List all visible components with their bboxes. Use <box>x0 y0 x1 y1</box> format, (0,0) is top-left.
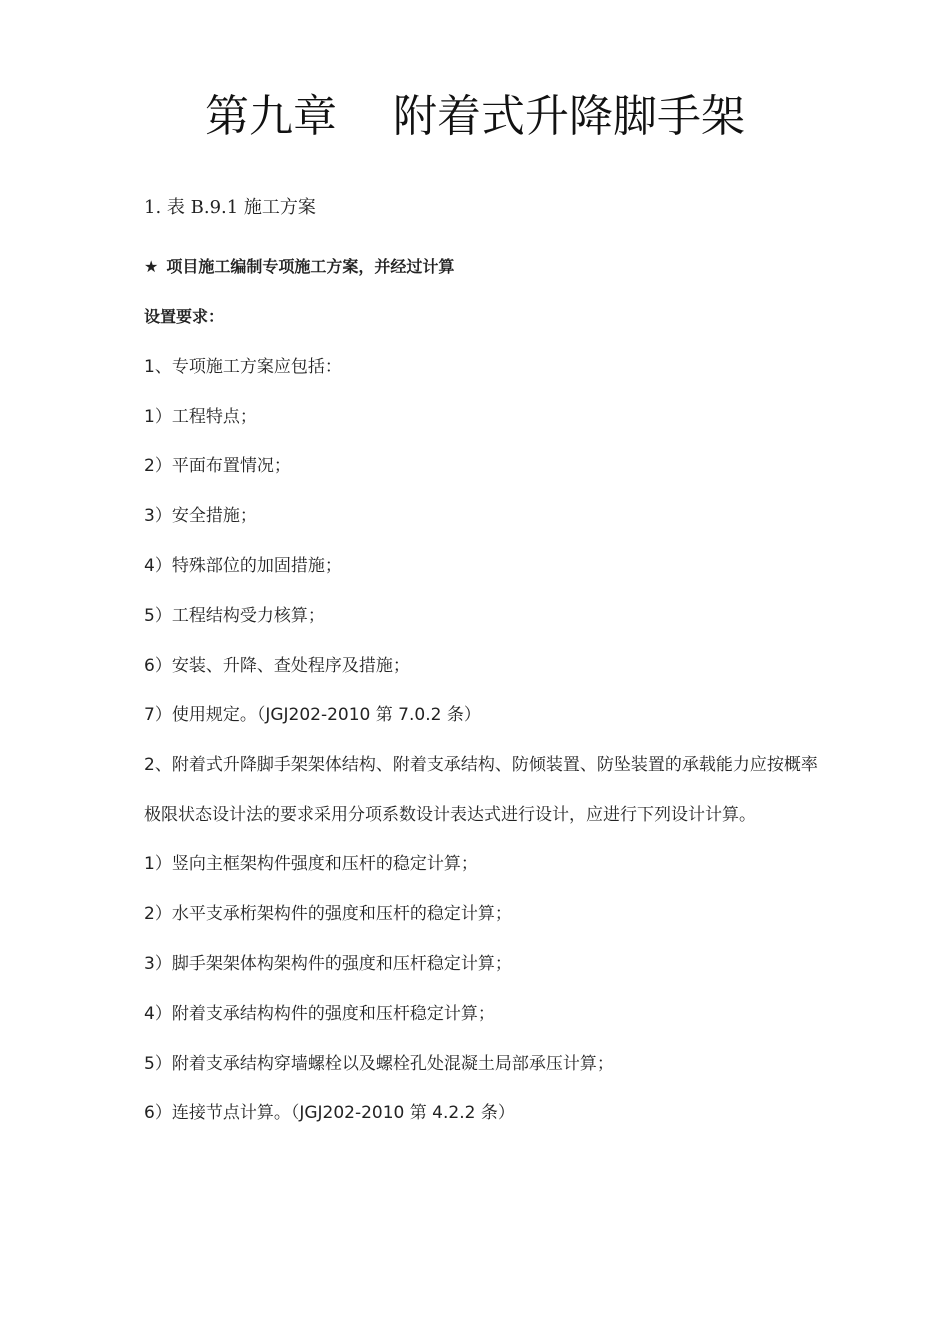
list-item: 1）工程特点； <box>144 407 257 427</box>
setting-requirements-heading: 设置要求： <box>144 307 225 326</box>
key-item-text: 项目施工编制专项施工方案，并经过计算 <box>166 257 455 276</box>
list-item: 2、附着式升降脚手架架体结构、附着支承结构、防倾装置、防坠装置的承载能力应按概率 <box>144 755 818 775</box>
list-item: 2）水平支承桁架构件的强度和压杆的稳定计算； <box>144 904 512 924</box>
star-icon: ★ <box>144 257 159 276</box>
list-item: 1）竖向主框架构件强度和压杆的稳定计算； <box>144 854 478 874</box>
key-item <box>144 255 844 279</box>
list-item: 6）安装、升降、查处程序及措施； <box>144 656 410 676</box>
list-item: 7）使用规定。（JGJ202-2010 第 7.0.2 条） <box>144 705 481 725</box>
chapter-title: 第九章 附着式升降脚手架 <box>205 91 745 142</box>
list-item: 5）附着支承结构穿墙螺栓以及螺栓孔处混凝土局部承压计算； <box>144 1054 614 1074</box>
list-item: 6）连接节点计算。（JGJ202-2010 第 4.2.2 条） <box>144 1103 515 1123</box>
list-item: 4）附着支承结构构件的强度和压杆稳定计算； <box>144 1004 495 1024</box>
list-item: 5）工程结构受力核算； <box>144 606 325 626</box>
list-item: 2）平面布置情况； <box>144 456 291 476</box>
list-item: 3）安全措施； <box>144 506 257 526</box>
list-item: 4）特殊部位的加固措施； <box>144 556 342 576</box>
list-item: 1、专项施工方案应包括： <box>144 357 342 377</box>
table-reference: 1. 表 B.9.1 施工方案 <box>144 197 316 218</box>
list-item: 3）脚手架架体构架构件的强度和压杆稳定计算； <box>144 954 512 974</box>
list-item-continuation: 极限状态设计法的要求采用分项系数设计表达式进行设计，应进行下列设计计算。 <box>144 805 756 825</box>
